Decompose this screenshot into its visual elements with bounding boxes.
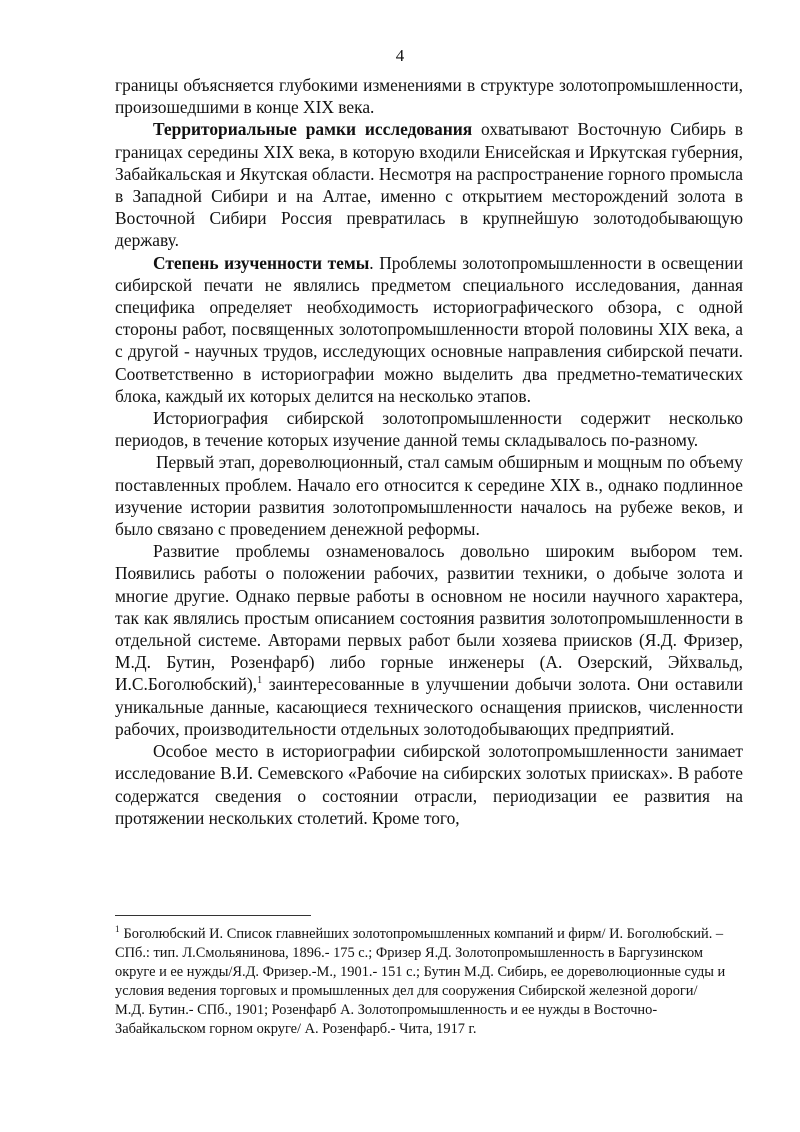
paragraph-lead-bold: Территориальные рамки исследования <box>153 119 473 140</box>
paragraph-first-stage: Первый этап, дореволюционный, стал самым обширным и мощным по объему поставленных проблем. Начало его относится к середине XIX в., однако подлинное изучение истории развития золотопромышленности началось на рубеже веков, и было связано с проведением денежной реформы. <box>115 452 743 540</box>
paragraph-topics-development <box>115 540 743 740</box>
page-number: 4 <box>395 46 405 65</box>
paragraph-text: охватывают Восточную Сибирь в границах середины XIX века, в которую входили Енисейская и Иркутская губерния, Забайкальская и Якутская области. Несмотря на распространение горного промысла в Западной Сибири и на Алтае, именно с открытием месторождений золота в Восточной Сибири Россия превратилась в крупнейшую золотодобывающую державу. <box>115 119 743 251</box>
paragraph-historiography-periods: Историография сибирской золотопромышленности содержит несколько периодов, в течение которых изучение данной темы складывалось по-разному. <box>115 408 743 451</box>
paragraph-text: Развитие проблемы ознаменовалось довольно широким выбором тем. Появились работы о положении рабочих, развитии техники, о добыче золота и многие другие. Однако первые работы в основном не носили научного характера, так как являлись простым описанием состояния развития золотопромышленности в отдельной системе. Авторами первых работ были хозяева приисков (Я.Д. Фризер, М.Д. Бутин, Розенфарб) либо горные инженеры (А. Озерский, Эйхвальд, И.С.Боголюбский), <box>115 541 743 695</box>
paragraph-text: . Проблемы золотопромышленности в освещении сибирской печати не являлись предметом специального исследования, данная специфика определяет необходимость историографического обзора, с одной стороны работ, посвященных золотопромышленности второй половины XIX века, а с другой - научных трудов, исследующих основные направления сибирской печати. Соответственно в историографии можно выделить два предметно-тематических блока, каждый их которых делится на несколько этапов. <box>115 252 744 406</box>
footnote-text: Боголюбский И. Список главнейших золотопромышленных компаний и фирм/ И. Боголюбский. – СПб.: тип. Л.Смольянинова, 1896.- 175 с.; Фризер Я.Д. Золотопромышленность в Баргузинском округе и ее нужды/Я.Д. Фризер.-М., 1901.- 151 с.; Бутин М.Д. Сибирь, ее дореволюционные суды и условия ведения торговых и промышленных дел для сооружения Сибирской железной дороги/ М.Д. Бутин.- СПб., 1901; Розенфарб А. Золотопромышленность и ее нужды в Восточно-Забайкальском горном округе/ А. Розенфарб.- Чита, 1917 г. <box>115 926 726 1037</box>
paragraph-territorial-scope <box>115 118 743 251</box>
footnote-divider <box>115 915 311 916</box>
footnote-item <box>115 925 727 1038</box>
paragraph-1: границы объясняется глубокими изменениями в структуре золотопромышленности, произошедшими в конце XIX века. <box>115 75 743 118</box>
footnote-mark: 1 <box>115 924 120 935</box>
footnotes <box>115 925 727 1038</box>
main-text <box>115 74 743 829</box>
paragraph-semevsky: Особое место в историографии сибирской золотопромышленности занимает исследование В.И. Семевского «Рабочие на сибирских золотых приисках». В работе содержатся сведения о состоянии отрасли, периодизации ее развития на протяжении нескольких столетий. Кроме того, <box>115 741 743 828</box>
paragraph-lead-bold: Степень изученности темы <box>153 252 370 273</box>
paragraph-degree-of-study <box>115 252 743 407</box>
footnote-reference[interactable]: 1 <box>257 675 263 687</box>
paragraph-text: заинтересованные в улучшении добычи золота. Они оставили уникальные данные, касающиеся технического оснащения приисков, численности рабочих, производительности отдельных золотодобывающих предприятий. <box>115 674 743 739</box>
